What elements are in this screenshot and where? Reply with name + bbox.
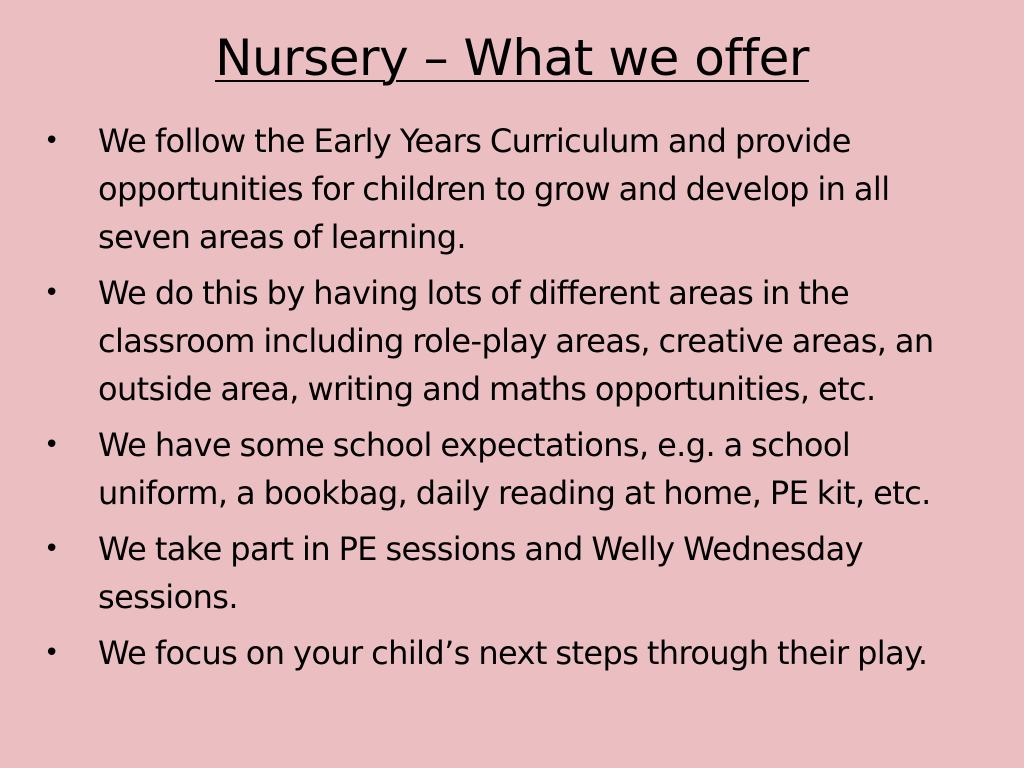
bullet-point-icon: •	[44, 126, 59, 156]
bullet-text: We follow the Early Years Curriculum and provide opportunities for children to grow and develop in all seven areas of learning.	[98, 122, 890, 256]
bullet-item	[0, 117, 1024, 261]
slide-title: Nursery – What we offer	[215, 29, 809, 87]
bullet-item	[0, 525, 1024, 621]
bullet-text: We take part in PE sessions and Welly Wednesday sessions.	[98, 530, 863, 616]
bullet-point-icon: •	[44, 638, 59, 668]
title-container	[0, 26, 1024, 90]
bullet-item	[0, 629, 1024, 677]
bullet-point-icon: •	[44, 430, 59, 460]
bullet-point-icon: •	[44, 534, 59, 564]
bullet-item	[0, 421, 1024, 517]
bullet-text: We do this by having lots of different areas in the classroom including role-play areas, creative areas, an outside area, writing and maths opportunities, etc.	[98, 274, 934, 408]
bullet-text: We have some school expectations, e.g. a school uniform, a bookbag, daily reading at home, PE kit, etc.	[98, 426, 931, 512]
bullet-list	[0, 117, 1024, 685]
bullet-text: We focus on your child’s next steps through their play.	[98, 634, 928, 672]
bullet-item	[0, 269, 1024, 413]
bullet-point-icon: •	[44, 278, 59, 308]
